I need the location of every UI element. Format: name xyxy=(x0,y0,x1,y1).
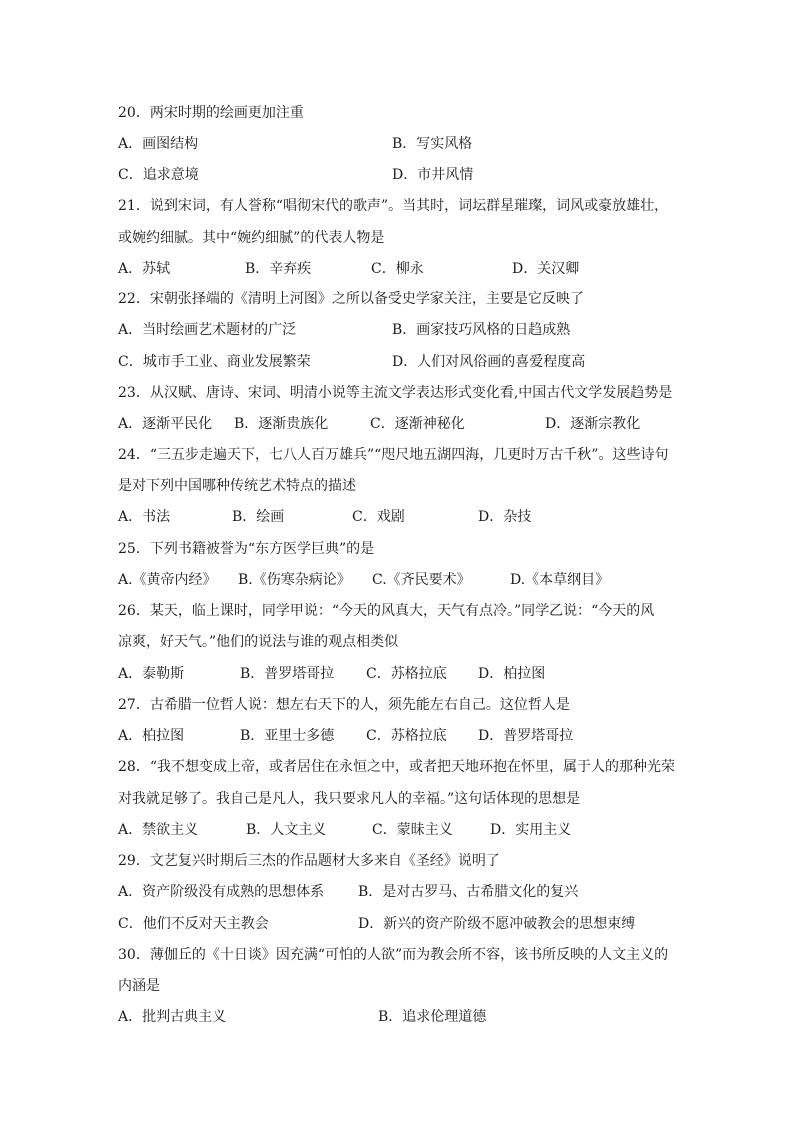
question-22-stem: 22．宋朝张择端的《清明上河图》之所以备受史学家关注，主要是它反映了 xyxy=(118,291,584,307)
question-30-stem-line2: 内涵是 xyxy=(118,978,160,994)
q29-option-d: D．新兴的资产阶级不愿冲破教会的思想束缚 xyxy=(358,916,636,932)
q23-option-d: D．逐渐宗教化 xyxy=(545,416,641,432)
q22-option-c: C．城市手工业、商业发展繁荣 xyxy=(118,354,311,370)
question-26-stem-line2: 凉爽，好天气。”他们的说法与谁的观点相类似 xyxy=(118,634,399,650)
q26-option-d: D．柏拉图 xyxy=(478,666,546,682)
q23-option-a: A．逐渐平民化 xyxy=(118,416,213,432)
q25-option-b: B.《伤寒杂病论》 xyxy=(238,572,351,588)
question-29-stem: 29．文艺复兴时期后三杰的作品题材大多来自《圣经》说明了 xyxy=(118,853,500,869)
q24-option-a: A．书法 xyxy=(118,509,171,525)
q21-option-d: D．关汉卿 xyxy=(512,261,580,277)
q30-option-a: A．批判古典主义 xyxy=(118,1009,227,1025)
q25-option-a: A.《黄帝内经》 xyxy=(118,572,217,588)
question-28-stem-line1: 28．“我不想变成上帝，或者居住在永恒之中，或者把天地环抱在怀里，属于人的那种光荣 xyxy=(118,759,675,775)
q21-option-c: C．柳永 xyxy=(371,261,424,277)
q26-option-c: C．苏格拉底 xyxy=(366,666,447,682)
question-23-stem: 23．从汉赋、唐诗、宋词、明清小说等主流文学表达形式变化看,中国古代文学发展趋势是 xyxy=(118,385,673,401)
q20-option-c: C．追求意境 xyxy=(118,167,199,183)
q20-option-b: B．写实风格 xyxy=(392,136,473,152)
question-21-stem-line2: 或婉约细腻。其中“婉约细腻”的代表人物是 xyxy=(118,230,385,246)
q28-option-d: D．实用主义 xyxy=(490,822,572,838)
q26-option-b: B．普罗塔哥拉 xyxy=(240,666,335,682)
question-24-stem-line2: 是对下列中国哪种传统艺术特点的描述 xyxy=(118,478,356,494)
q23-option-b: B．逐渐贵族化 xyxy=(234,416,329,432)
q22-option-b: B．画家技巧风格的日趋成熟 xyxy=(392,322,571,338)
question-27-stem: 27．古希腊一位哲人说：想左右天下的人，须先能左右自己。这位哲人是 xyxy=(118,697,570,713)
q25-option-d: D.《本草纲目》 xyxy=(510,572,610,588)
question-25-stem: 25．下列书籍被誉为“东方医学巨典”的是 xyxy=(118,541,375,557)
q30-option-b: B．追求伦理道德 xyxy=(378,1009,487,1025)
q20-option-d: D．市井风情 xyxy=(392,167,474,183)
question-26-stem-line1: 26．某天，临上课时，同学甲说：“今天的风真大，天气有点冷。”同学乙说：“今天的风 xyxy=(118,603,655,619)
q22-option-d: D．人们对风俗画的喜爱程度高 xyxy=(392,354,586,370)
question-24-stem-line1: 24．“三五步走遍天下，七八人百万雄兵”“咫尺地五湖四海，几更时万古千秋”。这些诗句 xyxy=(118,447,669,463)
q28-option-c: C．蒙昧主义 xyxy=(372,822,453,838)
q29-option-a: A．资产阶级没有成熟的思想体系 xyxy=(118,884,325,900)
question-20-stem: 20．两宋时期的绘画更加注重 xyxy=(118,105,304,121)
q27-option-d: D．普罗塔哥拉 xyxy=(478,728,574,744)
q27-option-b: B．亚里士多德 xyxy=(240,728,335,744)
q22-option-a: A．当时绘画艺术题材的广泛 xyxy=(118,322,297,338)
q24-option-b: B．绘画 xyxy=(232,509,285,525)
question-28-stem-line2: 对我就足够了。我自己是凡人，我只要求凡人的幸福。”这句话体现的思想是 xyxy=(118,791,581,807)
q21-option-b: B．辛弃疾 xyxy=(245,261,312,277)
q24-option-d: D．杂技 xyxy=(478,509,532,525)
q24-option-c: C．戏剧 xyxy=(352,509,405,525)
q27-option-a: A．柏拉图 xyxy=(118,728,185,744)
q20-option-a: A．画图结构 xyxy=(118,136,199,152)
q29-option-c: C．他们不反对天主教会 xyxy=(118,916,269,932)
question-21-stem-line1: 21．说到宋词，有人誉称“唱彻宋代的歌声”。当其时，词坛群星璀璨，词风或豪放雄壮， xyxy=(118,198,669,214)
q23-option-c: C．逐渐神秘化 xyxy=(370,416,465,432)
q27-option-c: C．苏格拉底 xyxy=(366,728,447,744)
q25-option-c: C.《齐民要术》 xyxy=(372,572,471,588)
q28-option-b: B．人文主义 xyxy=(246,822,327,838)
q28-option-a: A．禁欲主义 xyxy=(118,822,199,838)
q26-option-a: A．泰勒斯 xyxy=(118,666,185,682)
q29-option-b: B．是对古罗马、古希腊文化的复兴 xyxy=(358,884,579,900)
question-30-stem-line1: 30．薄伽丘的《十日谈》因充满“可怕的人欲”而为教会所不容，该书所反映的人文主义的 xyxy=(118,947,669,963)
q21-option-a: A．苏轼 xyxy=(118,261,171,277)
